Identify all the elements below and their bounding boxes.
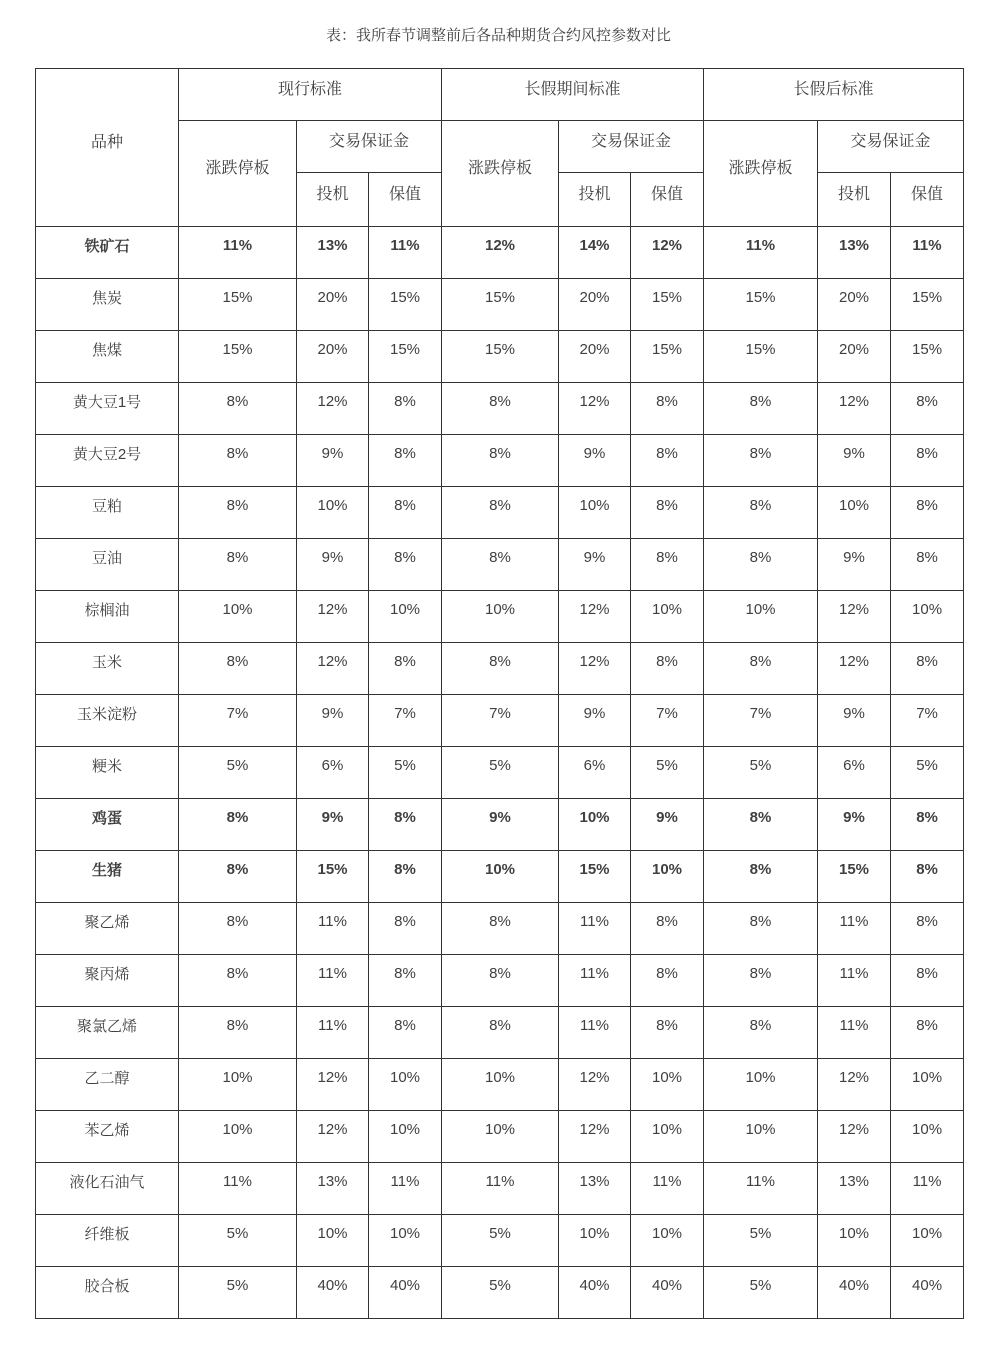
value-cell: 8% (704, 903, 818, 955)
value-cell: 8% (442, 487, 559, 539)
variety-name: 苯乙烯 (36, 1111, 179, 1163)
value-cell: 13% (297, 1163, 369, 1215)
value-cell: 10% (818, 487, 891, 539)
value-cell: 40% (631, 1267, 704, 1319)
value-cell: 15% (369, 331, 442, 383)
value-cell: 6% (297, 747, 369, 799)
value-cell: 9% (297, 695, 369, 747)
value-cell: 11% (179, 1163, 297, 1215)
value-cell: 12% (559, 383, 631, 435)
value-cell: 8% (369, 539, 442, 591)
value-cell: 8% (891, 955, 964, 1007)
table-row (36, 1215, 964, 1267)
variety-name: 黄大豆1号 (36, 383, 179, 435)
value-cell: 7% (891, 695, 964, 747)
value-cell: 8% (369, 643, 442, 695)
value-cell: 9% (818, 695, 891, 747)
table-row (36, 487, 964, 539)
value-cell: 20% (559, 331, 631, 383)
value-cell: 40% (369, 1267, 442, 1319)
value-cell: 10% (442, 851, 559, 903)
value-cell: 8% (442, 955, 559, 1007)
value-cell: 15% (179, 331, 297, 383)
table-row (36, 643, 964, 695)
value-cell: 8% (704, 799, 818, 851)
value-cell: 8% (369, 851, 442, 903)
value-cell: 8% (179, 799, 297, 851)
value-cell: 5% (179, 747, 297, 799)
variety-name: 黄大豆2号 (36, 435, 179, 487)
value-cell: 11% (818, 955, 891, 1007)
variety-name: 胶合板 (36, 1267, 179, 1319)
value-cell: 15% (891, 331, 964, 383)
speculation-header-holiday: 投机 (559, 173, 631, 227)
value-cell: 10% (442, 591, 559, 643)
value-cell: 8% (631, 903, 704, 955)
value-cell: 10% (369, 1111, 442, 1163)
value-cell: 15% (179, 279, 297, 331)
value-cell: 5% (179, 1215, 297, 1267)
value-cell: 8% (704, 643, 818, 695)
table-row (36, 1267, 964, 1319)
price-limit-header-after-holiday: 涨跌停板 (704, 121, 818, 227)
value-cell: 10% (704, 591, 818, 643)
value-cell: 11% (704, 227, 818, 279)
value-cell: 8% (631, 435, 704, 487)
value-cell: 40% (818, 1267, 891, 1319)
value-cell: 10% (559, 487, 631, 539)
hedging-header-after-holiday: 保值 (891, 173, 964, 227)
table-row (36, 851, 964, 903)
value-cell: 8% (891, 383, 964, 435)
table-row (36, 799, 964, 851)
value-cell: 5% (442, 1215, 559, 1267)
value-cell: 10% (631, 591, 704, 643)
value-cell: 8% (891, 903, 964, 955)
variety-name: 玉米 (36, 643, 179, 695)
value-cell: 8% (442, 539, 559, 591)
value-cell: 11% (818, 1007, 891, 1059)
value-cell: 8% (369, 903, 442, 955)
group-header-after-holiday: 长假后标准 (704, 69, 964, 121)
value-cell: 15% (704, 279, 818, 331)
value-cell: 12% (442, 227, 559, 279)
value-cell: 12% (818, 383, 891, 435)
value-cell: 9% (559, 695, 631, 747)
value-cell: 9% (297, 539, 369, 591)
value-cell: 15% (704, 331, 818, 383)
value-cell: 8% (369, 435, 442, 487)
table-row (36, 591, 964, 643)
margin-header-holiday: 交易保证金 (559, 121, 704, 173)
value-cell: 15% (442, 331, 559, 383)
value-cell: 10% (559, 799, 631, 851)
value-cell: 10% (179, 591, 297, 643)
value-cell: 8% (891, 851, 964, 903)
variety-name: 豆粕 (36, 487, 179, 539)
value-cell: 11% (297, 1007, 369, 1059)
value-cell: 8% (369, 487, 442, 539)
value-cell: 11% (369, 227, 442, 279)
variety-name: 聚丙烯 (36, 955, 179, 1007)
value-cell: 8% (891, 799, 964, 851)
table-row (36, 747, 964, 799)
value-cell: 12% (559, 1059, 631, 1111)
value-cell: 8% (704, 435, 818, 487)
value-cell: 5% (631, 747, 704, 799)
value-cell: 40% (297, 1267, 369, 1319)
value-cell: 5% (442, 1267, 559, 1319)
value-cell: 11% (442, 1163, 559, 1215)
value-cell: 5% (179, 1267, 297, 1319)
value-cell: 15% (442, 279, 559, 331)
value-cell: 13% (297, 227, 369, 279)
value-cell: 12% (818, 591, 891, 643)
value-cell: 10% (891, 1111, 964, 1163)
value-cell: 15% (369, 279, 442, 331)
value-cell: 8% (631, 539, 704, 591)
value-cell: 20% (559, 279, 631, 331)
value-cell: 10% (891, 1215, 964, 1267)
value-cell: 11% (818, 903, 891, 955)
margin-header-after-holiday: 交易保证金 (818, 121, 964, 173)
value-cell: 7% (442, 695, 559, 747)
value-cell: 10% (891, 591, 964, 643)
value-cell: 8% (704, 955, 818, 1007)
value-cell: 8% (179, 487, 297, 539)
value-cell: 9% (631, 799, 704, 851)
variety-name: 生猪 (36, 851, 179, 903)
table-row (36, 1163, 964, 1215)
value-cell: 8% (442, 1007, 559, 1059)
variety-name: 纤维板 (36, 1215, 179, 1267)
value-cell: 5% (891, 747, 964, 799)
table-row (36, 279, 964, 331)
value-cell: 12% (818, 1059, 891, 1111)
value-cell: 8% (704, 487, 818, 539)
value-cell: 14% (559, 227, 631, 279)
value-cell: 15% (631, 279, 704, 331)
value-cell: 8% (891, 643, 964, 695)
value-cell: 10% (704, 1059, 818, 1111)
variety-name: 乙二醇 (36, 1059, 179, 1111)
table-row (36, 331, 964, 383)
value-cell: 8% (631, 955, 704, 1007)
price-limit-header-holiday: 涨跌停板 (442, 121, 559, 227)
variety-name: 焦炭 (36, 279, 179, 331)
value-cell: 20% (818, 279, 891, 331)
value-cell: 10% (297, 487, 369, 539)
value-cell: 9% (297, 799, 369, 851)
value-cell: 15% (891, 279, 964, 331)
value-cell: 6% (818, 747, 891, 799)
value-cell: 12% (559, 643, 631, 695)
variety-name: 鸡蛋 (36, 799, 179, 851)
value-cell: 9% (559, 539, 631, 591)
value-cell: 15% (818, 851, 891, 903)
value-cell: 11% (891, 1163, 964, 1215)
risk-parameters-table (35, 68, 964, 1319)
value-cell: 8% (179, 643, 297, 695)
value-cell: 11% (297, 903, 369, 955)
value-cell: 5% (704, 1215, 818, 1267)
table-header (36, 69, 964, 227)
value-cell: 10% (179, 1059, 297, 1111)
value-cell: 7% (704, 695, 818, 747)
value-cell: 11% (559, 903, 631, 955)
variety-name: 铁矿石 (36, 227, 179, 279)
value-cell: 8% (704, 1007, 818, 1059)
value-cell: 11% (559, 955, 631, 1007)
value-cell: 11% (297, 955, 369, 1007)
value-cell: 15% (559, 851, 631, 903)
value-cell: 8% (631, 487, 704, 539)
value-cell: 20% (297, 279, 369, 331)
value-cell: 8% (442, 435, 559, 487)
value-cell: 10% (559, 1215, 631, 1267)
value-cell: 9% (818, 435, 891, 487)
value-cell: 12% (297, 591, 369, 643)
value-cell: 10% (369, 1215, 442, 1267)
value-cell: 5% (704, 1267, 818, 1319)
value-cell: 8% (179, 435, 297, 487)
value-cell: 13% (818, 227, 891, 279)
value-cell: 11% (891, 227, 964, 279)
value-cell: 9% (818, 539, 891, 591)
value-cell: 5% (704, 747, 818, 799)
value-cell: 13% (818, 1163, 891, 1215)
table-row (36, 383, 964, 435)
value-cell: 5% (369, 747, 442, 799)
value-cell: 8% (704, 539, 818, 591)
value-cell: 8% (179, 955, 297, 1007)
speculation-header-after-holiday: 投机 (818, 173, 891, 227)
value-cell: 11% (704, 1163, 818, 1215)
value-cell: 12% (297, 383, 369, 435)
value-cell: 8% (179, 1007, 297, 1059)
value-cell: 10% (369, 591, 442, 643)
value-cell: 8% (891, 1007, 964, 1059)
value-cell: 10% (631, 1111, 704, 1163)
value-cell: 12% (818, 1111, 891, 1163)
value-cell: 20% (818, 331, 891, 383)
header-row-groups (36, 69, 964, 121)
table-body (36, 227, 964, 1319)
table-row (36, 1111, 964, 1163)
value-cell: 8% (442, 903, 559, 955)
margin-header-current: 交易保证金 (297, 121, 442, 173)
value-cell: 11% (369, 1163, 442, 1215)
table-row (36, 903, 964, 955)
variety-name: 粳米 (36, 747, 179, 799)
value-cell: 10% (631, 851, 704, 903)
value-cell: 12% (297, 643, 369, 695)
variety-name: 聚氯乙烯 (36, 1007, 179, 1059)
value-cell: 15% (297, 851, 369, 903)
table-row (36, 1007, 964, 1059)
variety-name: 豆油 (36, 539, 179, 591)
value-cell: 10% (442, 1111, 559, 1163)
value-cell: 12% (559, 1111, 631, 1163)
variety-column-header: 品种 (36, 69, 179, 227)
value-cell: 9% (297, 435, 369, 487)
value-cell: 8% (179, 851, 297, 903)
value-cell: 8% (369, 955, 442, 1007)
value-cell: 13% (559, 1163, 631, 1215)
variety-name: 玉米淀粉 (36, 695, 179, 747)
value-cell: 12% (559, 591, 631, 643)
table-row (36, 955, 964, 1007)
value-cell: 10% (631, 1215, 704, 1267)
value-cell: 7% (179, 695, 297, 747)
value-cell: 12% (297, 1111, 369, 1163)
value-cell: 8% (369, 1007, 442, 1059)
value-cell: 8% (369, 383, 442, 435)
value-cell: 10% (369, 1059, 442, 1111)
value-cell: 12% (631, 227, 704, 279)
value-cell: 9% (818, 799, 891, 851)
value-cell: 8% (631, 1007, 704, 1059)
speculation-header-current: 投机 (297, 173, 369, 227)
value-cell: 20% (297, 331, 369, 383)
hedging-header-holiday: 保值 (631, 173, 704, 227)
value-cell: 8% (442, 383, 559, 435)
value-cell: 11% (631, 1163, 704, 1215)
variety-name: 聚乙烯 (36, 903, 179, 955)
table-caption: 表：我所春节调整前后各品种期货合约风控参数对比 (325, 27, 671, 44)
value-cell: 11% (559, 1007, 631, 1059)
value-cell: 15% (631, 331, 704, 383)
table-row (36, 695, 964, 747)
group-header-current: 现行标准 (179, 69, 442, 121)
value-cell: 10% (179, 1111, 297, 1163)
value-cell: 6% (559, 747, 631, 799)
variety-name: 液化石油气 (36, 1163, 179, 1215)
value-cell: 10% (297, 1215, 369, 1267)
value-cell: 40% (891, 1267, 964, 1319)
value-cell: 8% (369, 799, 442, 851)
value-cell: 8% (891, 487, 964, 539)
value-cell: 10% (891, 1059, 964, 1111)
value-cell: 7% (369, 695, 442, 747)
group-header-holiday: 长假期间标准 (442, 69, 704, 121)
value-cell: 9% (559, 435, 631, 487)
value-cell: 12% (818, 643, 891, 695)
table-row (36, 227, 964, 279)
value-cell: 8% (891, 539, 964, 591)
value-cell: 8% (179, 539, 297, 591)
value-cell: 5% (442, 747, 559, 799)
value-cell: 10% (631, 1059, 704, 1111)
price-limit-header-current: 涨跌停板 (179, 121, 297, 227)
value-cell: 7% (631, 695, 704, 747)
value-cell: 10% (442, 1059, 559, 1111)
value-cell: 8% (179, 383, 297, 435)
value-cell: 8% (704, 383, 818, 435)
value-cell: 8% (891, 435, 964, 487)
value-cell: 40% (559, 1267, 631, 1319)
value-cell: 8% (631, 643, 704, 695)
value-cell: 10% (818, 1215, 891, 1267)
value-cell: 8% (704, 851, 818, 903)
table-row (36, 539, 964, 591)
value-cell: 8% (631, 383, 704, 435)
hedging-header-current: 保值 (369, 173, 442, 227)
value-cell: 11% (179, 227, 297, 279)
value-cell: 10% (704, 1111, 818, 1163)
variety-name: 焦煤 (36, 331, 179, 383)
value-cell: 9% (442, 799, 559, 851)
variety-name: 棕榈油 (36, 591, 179, 643)
table-row (36, 1059, 964, 1111)
value-cell: 12% (297, 1059, 369, 1111)
table-row (36, 435, 964, 487)
value-cell: 8% (179, 903, 297, 955)
value-cell: 8% (442, 643, 559, 695)
